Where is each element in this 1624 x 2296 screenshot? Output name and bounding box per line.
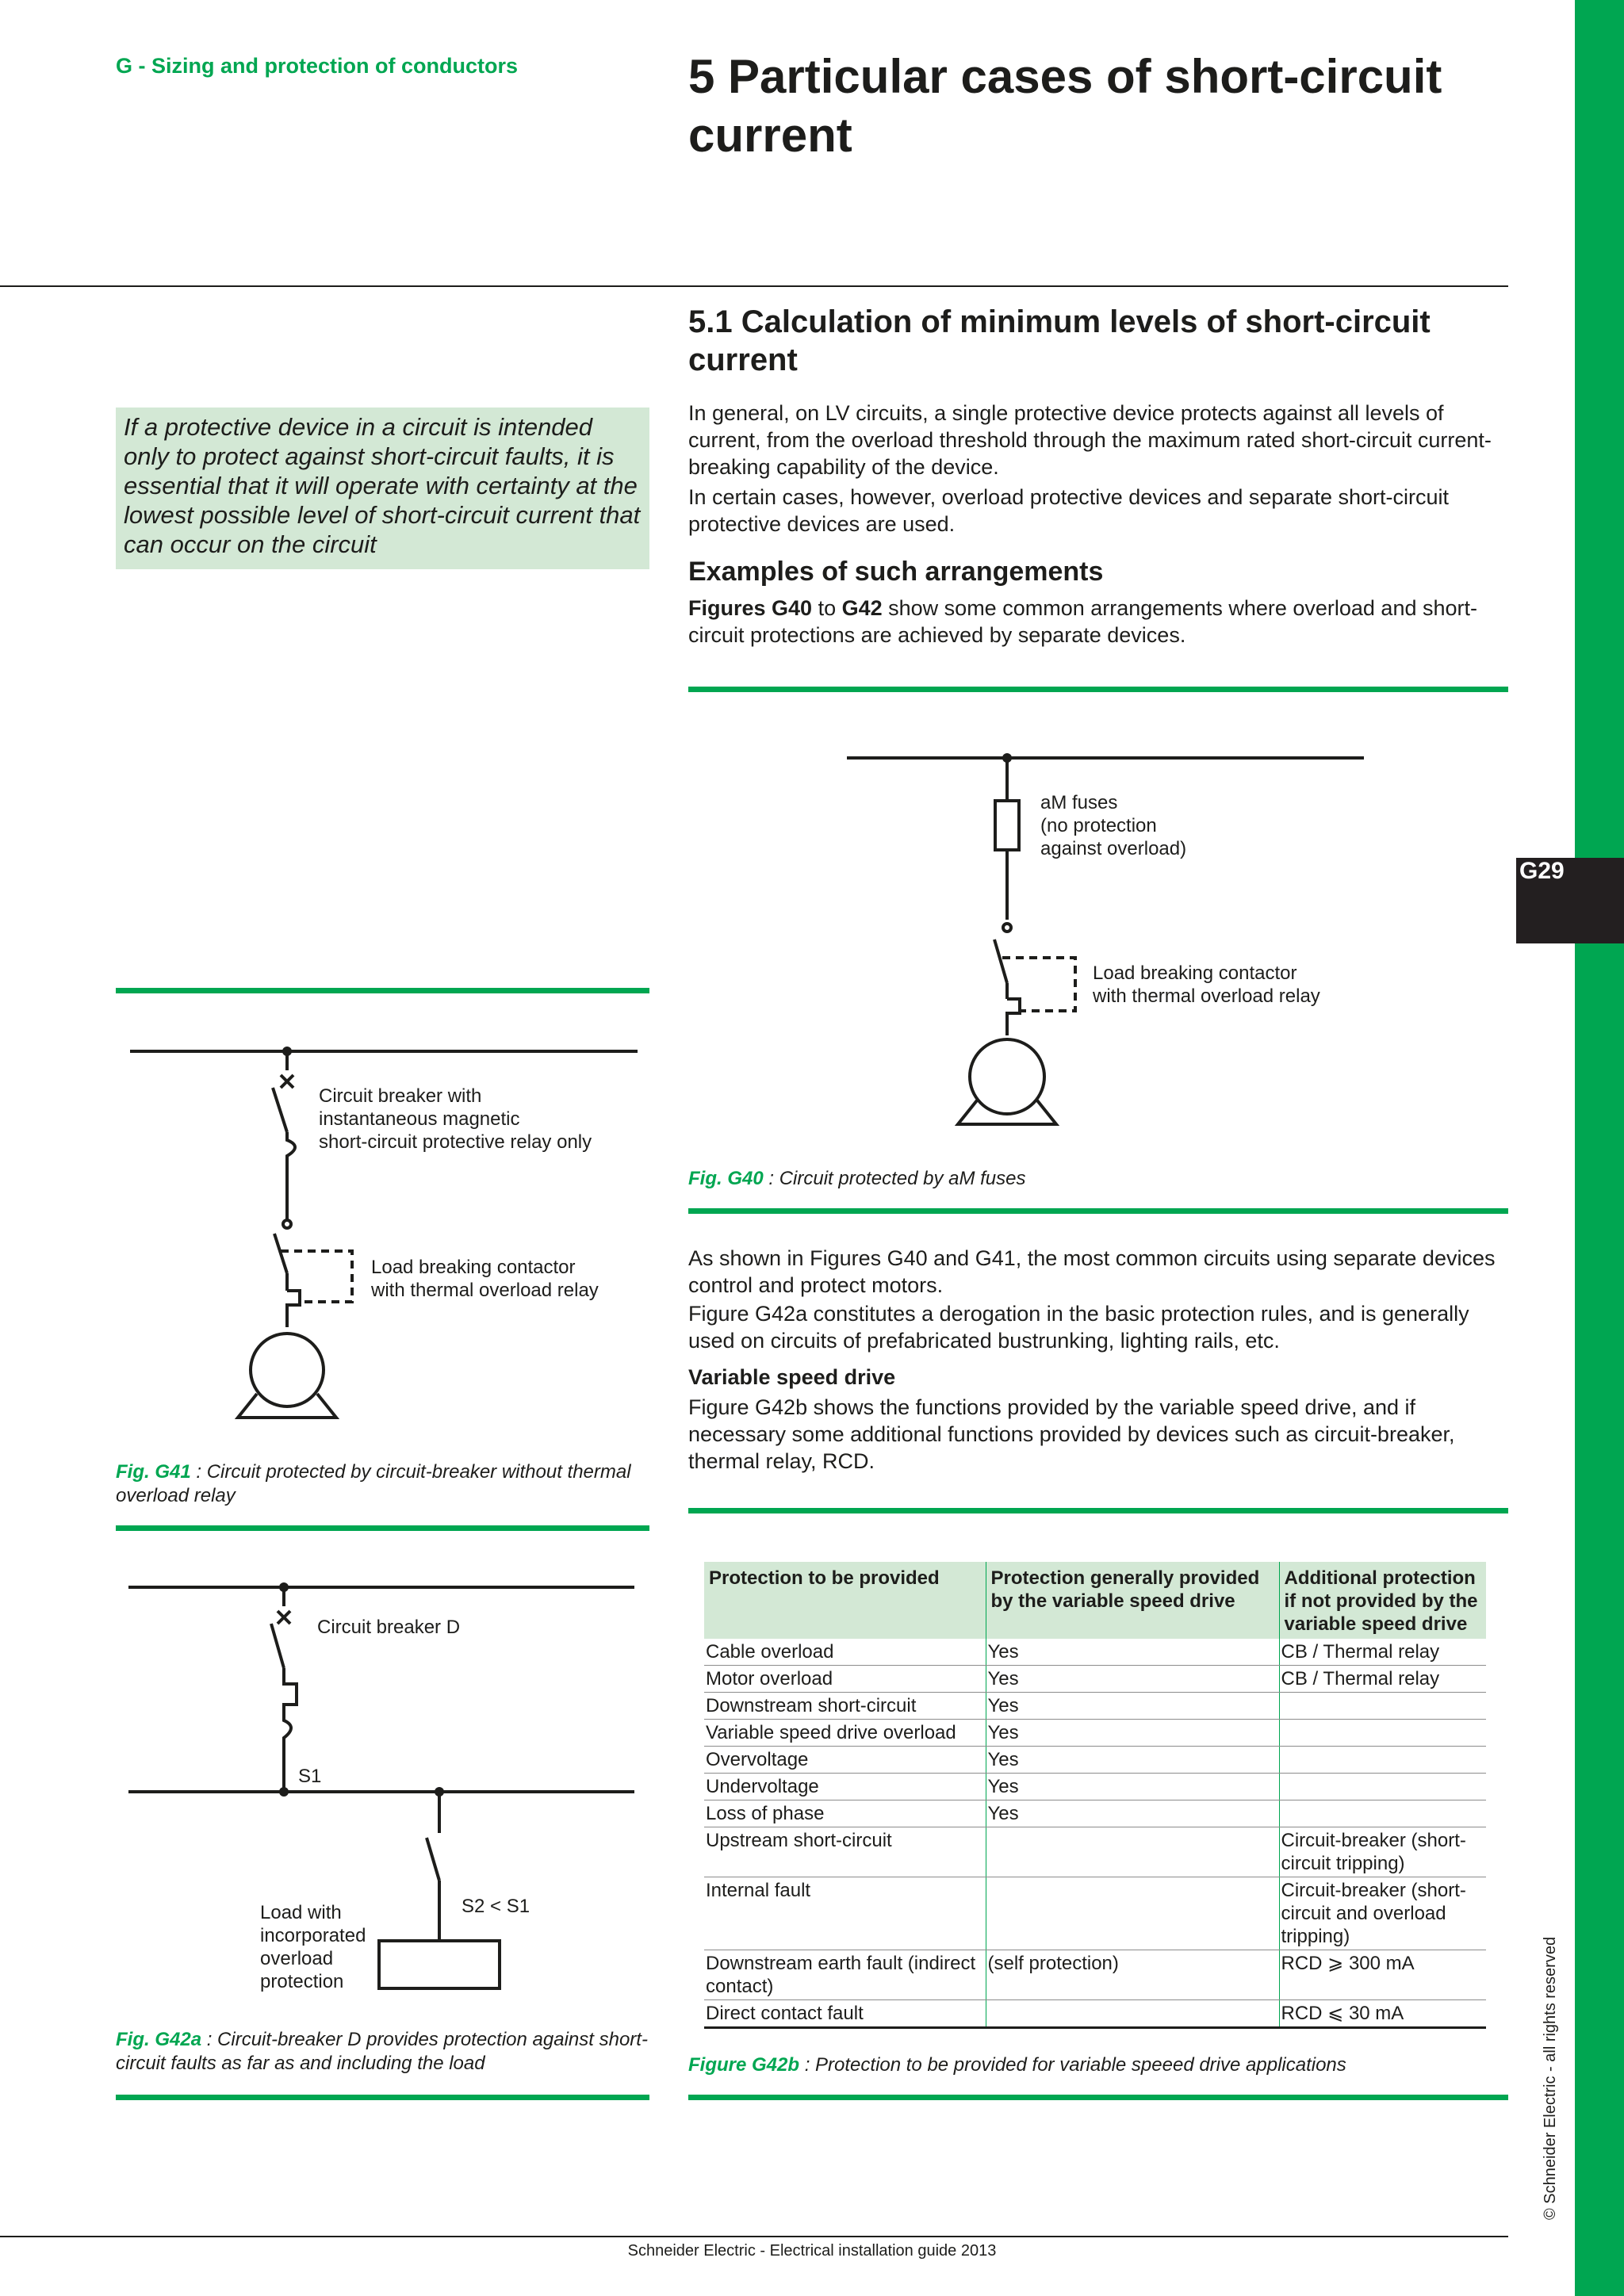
table-cell <box>1279 1747 1486 1774</box>
table-cell: Internal fault <box>704 1877 986 1950</box>
fig-g42b-ref: Figure G42b <box>688 2054 800 2076</box>
page-footer: Schneider Electric - Electrical installation guide 2013 <box>627 2242 997 2260</box>
g42a-label-s1: S1 <box>298 1766 322 1787</box>
table-cell: Yes <box>986 1693 1279 1720</box>
table-cell <box>986 1877 1279 1950</box>
thermal-relay <box>1007 999 1020 1035</box>
table-row <box>704 1747 1486 1774</box>
examples-text-rest: show some common arrangements where overload and short-circuit protections are achieved by separate devices. <box>688 596 1477 647</box>
g41-label-cb-3: short-circuit protective relay only <box>319 1131 592 1153</box>
fig-g42a-caption <box>116 2028 655 2076</box>
callout-box: If a protective device in a circuit is intended only to protect against short-circuit faults, it is essential that it will operate with certainty at the lowest possible level of short-circuit current that can occur on the circuit <box>116 408 649 569</box>
fig-g41-caption-text: : Circuit protected by circuit-breaker without thermal overload relay <box>116 1461 631 1506</box>
load-box <box>379 1941 500 1988</box>
g42a-label-load-3: overload <box>260 1948 334 1969</box>
paragraph-2: In certain cases, however, overload protective devices and separate short-circuit protective devices are used. <box>688 485 1449 536</box>
table-header-row <box>704 1562 1486 1639</box>
table-cell: Upstream short-circuit <box>704 1827 986 1877</box>
paragraph-4: Figure G42a constitutes a derogation in the basic protection rules, and is generally used on circuits of prefabricated bustrunking, lighting rails, etc. <box>688 1302 1469 1353</box>
junction-dot <box>282 1047 292 1056</box>
chapter-heading: G - Sizing and protection of conductors <box>116 54 518 78</box>
contactor-blade <box>994 939 1007 983</box>
table-cell: Loss of phase <box>704 1800 986 1827</box>
table-row <box>704 1827 1486 1877</box>
table-cell: Variable speed drive overload <box>704 1720 986 1747</box>
g42a-label-load-2: incorporated <box>260 1925 366 1946</box>
breaker-trips <box>284 1668 297 1792</box>
fig-g42b-caption <box>688 2053 1508 2077</box>
table-header-cell: Additional protection if not provided by the variable speed drive <box>1279 1562 1486 1639</box>
table-cell <box>1279 1774 1486 1800</box>
fig-g42a-diagram <box>116 1554 649 1998</box>
g40-label-contactor-2: with thermal overload relay <box>1093 985 1320 1007</box>
fig-g41-top-rule <box>116 988 649 993</box>
table-cell: Circuit-breaker (short-circuit and overload tripping) <box>1279 1877 1486 1950</box>
table-row <box>704 1877 1486 1950</box>
table-cell: Overvoltage <box>704 1747 986 1774</box>
table-cell: (self protection) <box>986 1950 1279 2000</box>
table-cell: Downstream earth fault (indirect contact) <box>704 1950 986 2000</box>
right-green-bar <box>1575 0 1624 2296</box>
fig-g40-ref: Fig. G40 <box>688 1168 764 1189</box>
fig-g40-caption-text: : Circuit protected by aM fuses <box>763 1168 1026 1189</box>
fig-g42a-caption-text: : Circuit-breaker D provides protection against short-circuit faults as far as and including the load <box>116 2029 648 2074</box>
table-cell: Yes <box>986 1800 1279 1827</box>
table-cell: Downstream short-circuit <box>704 1693 986 1720</box>
fuse-symbol <box>995 801 1019 850</box>
g42a-label-s2: S2 < S1 <box>462 1896 530 1917</box>
table-row <box>704 1950 1486 2000</box>
examples-heading: Examples of such arrangements <box>688 557 1104 587</box>
table-cell: Yes <box>986 1774 1279 1800</box>
header-divider <box>0 285 1508 287</box>
table-cell: Undervoltage <box>704 1774 986 1800</box>
switch-blade <box>427 1838 439 1881</box>
fig-g41-bottom-rule <box>116 1525 649 1531</box>
table-cell: Circuit-breaker (short-circuit tripping) <box>1279 1827 1486 1877</box>
examples-paragraph <box>688 595 1513 649</box>
g41-label-contactor-1: Load breaking contactor <box>371 1257 576 1278</box>
motor <box>251 1334 324 1406</box>
g42a-label-load-1: Load with <box>260 1902 342 1923</box>
breaker-blade <box>271 1624 284 1668</box>
table-cell <box>986 1827 1279 1877</box>
relay-link <box>281 1251 352 1302</box>
table-cell: Yes <box>986 1747 1279 1774</box>
table-header-cell: Protection to be provided <box>704 1562 986 1639</box>
table-row <box>704 1666 1486 1693</box>
figure-ref-g42: G42 <box>841 596 883 620</box>
page-number-tab <box>1516 858 1624 943</box>
breaker-blade <box>273 1088 287 1132</box>
g40-label-fuses-1: aM fuses <box>1040 792 1118 813</box>
table-cell <box>1279 1693 1486 1720</box>
protection-table <box>704 1562 1486 2029</box>
motor <box>970 1039 1044 1114</box>
g42a-label-cb: Circuit breaker D <box>317 1617 461 1638</box>
footer-divider <box>0 2236 1508 2237</box>
table-row <box>704 2000 1486 2028</box>
breaker-cross <box>281 1075 293 1088</box>
vsd-heading: Variable speed drive <box>688 1365 896 1389</box>
breaker-cross <box>278 1611 290 1624</box>
table-cell: Cable overload <box>704 1639 986 1666</box>
examples-text-mid: to <box>812 596 842 620</box>
table-cell: RCD ⩽ 30 mA <box>1279 2000 1486 2028</box>
fig-g41-ref: Fig. G41 <box>116 1461 191 1483</box>
table-cell: Yes <box>986 1639 1279 1666</box>
table-row <box>704 1800 1486 1827</box>
g40-label-fuses-2: (no protection <box>1040 815 1157 836</box>
table-row <box>704 1693 1486 1720</box>
fig-g41-caption <box>116 1460 649 1508</box>
thermal-relay <box>287 1291 300 1327</box>
contactor-pivot <box>283 1220 291 1228</box>
fig-g40-top-rule <box>688 687 1508 692</box>
fig-g42b-top-rule <box>688 1508 1508 1513</box>
magnetic-trip <box>287 1132 295 1219</box>
table-cell <box>1279 1720 1486 1747</box>
g41-label-cb-1: Circuit breaker with <box>319 1085 482 1107</box>
junction-dot <box>1002 753 1012 763</box>
table-cell: Yes <box>986 1666 1279 1693</box>
table-row <box>704 1774 1486 1800</box>
g42a-label-load-4: protection <box>260 1971 344 1992</box>
g41-label-contactor-2: with thermal overload relay <box>371 1280 599 1301</box>
section-title: 5.1 Calculation of minimum levels of short-circuit current <box>688 304 1431 377</box>
contactor-blade <box>274 1234 287 1273</box>
table-cell: CB / Thermal relay <box>1279 1639 1486 1666</box>
table-row <box>704 1720 1486 1747</box>
fig-g42a-bottom-rule <box>116 2095 649 2100</box>
paragraph-5: Figure G42b shows the functions provided by the variable speed drive, and if necessary some additional functions provided by devices such as circuit-breaker, thermal relay, RCD. <box>688 1395 1455 1473</box>
table-row <box>704 1639 1486 1666</box>
table-header-cell: Protection generally provided by the variable speed drive <box>986 1562 1279 1639</box>
page-title: 5 Particular cases of short-circuit current <box>688 50 1442 162</box>
table-cell: CB / Thermal relay <box>1279 1666 1486 1693</box>
page-number: G29 <box>1519 858 1565 884</box>
paragraph-3: As shown in Figures G40 and G41, the most common circuits using separate devices control and protect motors. <box>688 1246 1496 1297</box>
g40-label-contactor-1: Load breaking contactor <box>1093 962 1297 984</box>
table-cell: Yes <box>986 1720 1279 1747</box>
table-cell <box>986 2000 1279 2028</box>
fig-g40-bottom-rule <box>688 1208 1508 1214</box>
fig-g42b-bottom-rule <box>688 2095 1508 2100</box>
table-cell: Direct contact fault <box>704 2000 986 2028</box>
paragraph-1: In general, on LV circuits, a single protective device protects against all levels of current, from the overload threshold through the maximum rated short-circuit current-breaking capability of the device. <box>688 401 1492 479</box>
fig-g42a-ref: Fig. G42a <box>116 2029 202 2050</box>
g40-label-fuses-3: against overload) <box>1040 838 1187 859</box>
junction-dot <box>435 1787 444 1797</box>
figure-ref-g40: Figures G40 <box>688 596 813 620</box>
fig-g42b-caption-text: : Protection to be provided for variable speeed drive applications <box>799 2054 1346 2076</box>
junction-dot <box>279 1582 289 1592</box>
table-cell: RCD ⩾ 300 mA <box>1279 1950 1486 2000</box>
fig-g40-caption <box>688 1167 1508 1191</box>
table-cell <box>1279 1800 1486 1827</box>
copyright-notice: © Schneider Electric - all rights reserved <box>1542 1936 1559 2220</box>
junction-dot <box>279 1787 289 1797</box>
relay-link <box>1002 958 1075 1011</box>
table-cell: Motor overload <box>704 1666 986 1693</box>
g41-label-cb-2: instantaneous magnetic <box>319 1108 520 1130</box>
contactor-pivot <box>1003 924 1011 932</box>
fig-g40-diagram <box>688 698 1508 1142</box>
fig-g41-diagram <box>116 999 649 1427</box>
